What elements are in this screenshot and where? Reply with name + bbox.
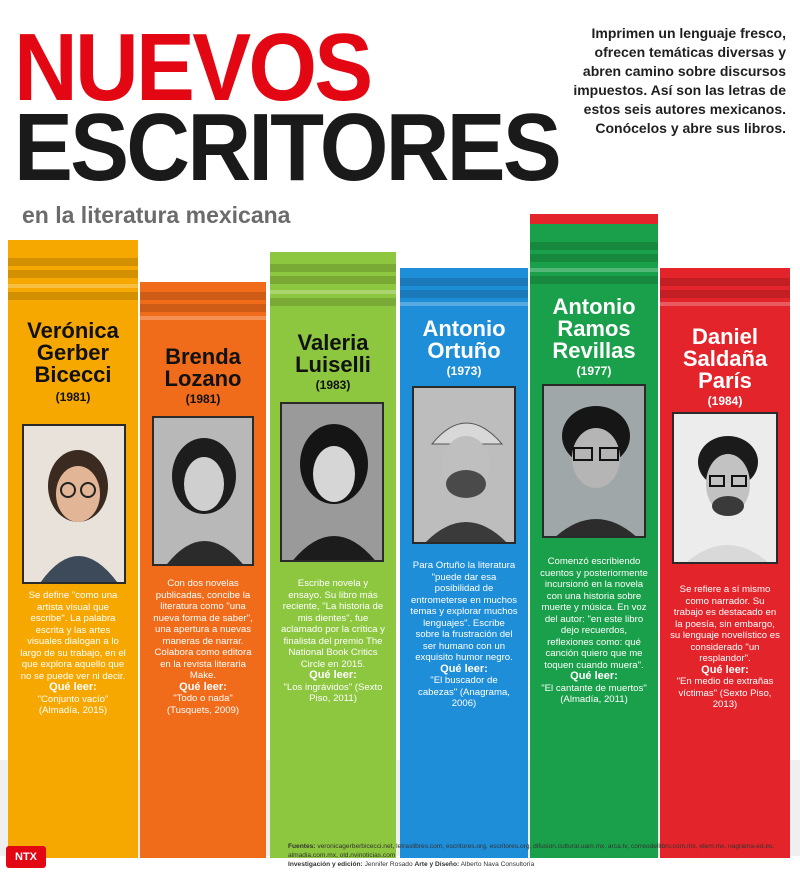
author-name: Antonio Ortuño [422,316,506,363]
author-year: (1977) [576,364,612,378]
book-brenda-lozano [140,282,266,858]
author-name: Daniel Saldaña París [682,324,768,393]
author-photo [22,424,126,584]
author-year: (1983) [315,378,351,392]
author-photo [280,402,384,562]
author-photo [152,416,254,566]
author-name: Valeria Luiselli [295,330,371,377]
author-description: Comenzó escribiendo cuentos y posteriormente incursionó en la novela con una historia sobre muerte y música. En voz del autor: "en este libro dejo recuerdos, reflexiones como: qué canción quiero que me toquen cuando muera". Qué leer: "El cantante de muertos" (Almadía, 2011) [540,556,648,705]
author-description: Para Ortuño la literatura "puede dar esa posibilidad de entrometerse en muchos temas y explorar muchos lenguajes". Escribe sobre la frustración del ser humano con un exquisito humor negro. Qué leer: "El buscador de cabezas" (Anagrama, 2006) [410,560,518,709]
author-year: (1981) [185,392,221,406]
author-name: Verónica Gerber Bicecci [27,318,119,387]
title-line-2: ESCRITORES [14,94,559,201]
author-year: (1973) [446,364,482,378]
author-photo [542,384,646,538]
author-photo [672,412,778,564]
subtitle: en la literatura mexicana [22,202,291,228]
book-valeria-luiselli [270,252,396,858]
credits: Fuentes: veronicagerberbicecci.net, letraslibres.com, escritores.org, escritores.org, difusion.cultural.uam.mx, arca.tv, correodellibro.com.mx, elem.mx, nagrama-ed.es, almadia.com.mx, old.nvinoticias.com Investigación y edición: Jennifer Rosado Arte y Diseño: Alberto Nava Consultoría [288,843,775,868]
author-description: Se define "como una artista visual que escribe". La palabra escrita y las artes visuales dialogan a lo largo de su trabajo, en el que explora aquello que no se puede ver ni decir. Qué leer: "Conjunto vacío" (Almadía, 2015) [20,590,126,716]
author-year: (1981) [55,390,91,404]
intro-text: Imprimen un lenguaje fresco, ofrecen temáticas diversas y abren camino sobre discursos impuestos. Así son las letras de estos seis autores mexicanos. Conócelos y abre sus libros. [573,25,786,136]
book-daniel-saldana [660,268,790,858]
author-year: (1984) [707,394,743,408]
author-name: Brenda Lozano [164,344,242,391]
author-description: Se refiere a sí mismo como narrador. Su trabajo es destacado en la poesía, sin embargo, su lenguaje novelístico es considerado "un resplandor". Qué leer: "En medio de extrañas víctimas" (Sexto Piso, 2013) [670,584,780,710]
book-antonio-ramos [530,214,658,858]
book-antonio-ortuno [400,268,528,858]
author-description: Escribe novela y ensayo. Su libro más reciente, "La historia de mis dientes", fue aclamado por la crítica y finalista del premio The National Book Critics Circle en 2015. Qué leer: "Los ingrávidos" (Sexto Piso, 2011) [281,578,385,704]
author-description: Con dos novelas publicadas, concibe la literatura como "una nueva forma de saber", una apertura a nuevas maneras de narrar. Colabora como editora en la revista literaria Make. Qué leer: "Todo o nada" (Tusquets, 2009) [153,578,253,716]
ntx-logo: NTX [6,846,46,868]
book-veronica-gerber [8,240,138,858]
author-name: Antonio Ramos Revillas [552,294,636,363]
author-photo [412,386,516,544]
title-line-1: NUEVOS [14,14,371,121]
